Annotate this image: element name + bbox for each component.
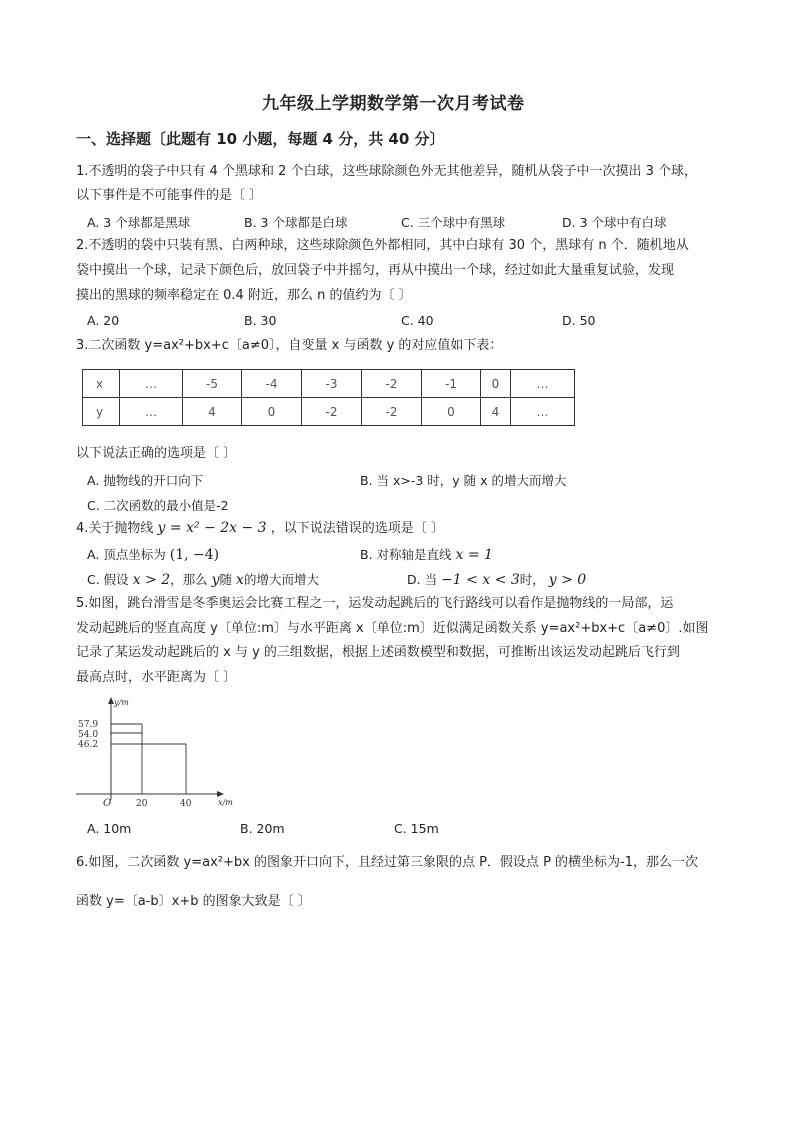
q5-graph	[76, 694, 242, 812]
q4-parabola-formula: y = x² − 2x − 3	[157, 520, 267, 536]
table-cell: -1	[422, 370, 481, 398]
q1-stem-line-1: 1.不透明的袋子中只有 4 个黑球和 2 个白球，这些球除颜色外无其他差异，随机从袋子中一次摸出 3 个球，	[76, 164, 698, 179]
table-cell: …	[511, 370, 575, 398]
section-heading: 一、选择题〔此题有 10 小题，每题 4 分，共 40 分〕	[76, 130, 445, 148]
q4-option-d-math-1: −1 < x < 3	[441, 572, 520, 588]
x-axis-arrow	[217, 791, 224, 797]
q1-stem-line-2: 以下事件是不可能事件的是〔 〕	[76, 188, 263, 203]
q5-option-a: A. 10m	[87, 821, 132, 836]
q6-stem-line-1: 6.如图，二次函数 y=ax²+bx 的图象开口向下，且经过第三象限的点 P．假设点 P 的横坐标为-1，那么一次	[76, 855, 699, 870]
q2-option-b: B. 30	[244, 313, 277, 328]
y-axis-label: y/m	[114, 698, 129, 707]
q5-stem-line-4: 最高点时，水平距离为〔 〕	[76, 670, 237, 685]
table-cell: 0	[242, 398, 302, 426]
table-cell: 4	[481, 398, 511, 426]
table-cell: -2	[362, 370, 422, 398]
table-row-x	[83, 370, 575, 398]
table-cell: 0	[422, 398, 481, 426]
q4-option-c-text-2: ，那么	[170, 572, 208, 587]
table-cell: y	[83, 398, 120, 426]
q4-option-c-text-4: 的增大而增大	[243, 572, 319, 587]
q2-stem-line-2: 袋中摸出一个球，记录下颜色后，放回袋子中并摇匀，再从中摸出一个球，经过如此大量重复试验，发现	[76, 263, 675, 278]
q3-stem: 3.二次函数 y=ax²+bx+c〔a≠0〕，自变量 x 与函数 y 的对应值如下表：	[76, 338, 503, 353]
table-cell: -2	[302, 398, 362, 426]
q2-stem-line-1: 2.不透明的袋中只装有黑、白两种球，这些球除颜色外都相同，其中白球有 30 个，黑球有 n 个．随机地从	[76, 238, 689, 253]
q3-option-c: C. 二次函数的最小值是-2	[87, 498, 229, 513]
q5-option-c: C. 15m	[394, 821, 439, 836]
q4-option-c-math-2: y	[211, 572, 220, 588]
q2-option-c: C. 40	[401, 313, 434, 328]
q4-option-c-text-3: 随	[219, 572, 233, 587]
q4-option-d-math-2: y > 0	[548, 572, 587, 588]
x-tick-20: 20	[136, 799, 148, 809]
q4-option-b-math: x = 1	[455, 547, 493, 563]
q5-stem-line-3: 记录了某运发动起跳后的 x 与 y 的三组数据，根据上述函数模型和数据，可推断出该运发动起跳后飞行到	[76, 645, 680, 660]
q4-option-d-text-1: D. 当	[407, 572, 438, 587]
q3-option-a: A. 抛物线的开口向下	[87, 473, 204, 488]
q4-option-c-math-1: x > 2	[132, 572, 171, 588]
q4-option-d	[407, 570, 586, 588]
q6-stem-line-2: 函数 y=〔a-b〕x+b 的图象大致是〔 〕	[76, 894, 311, 909]
y-tick-57-9: 57.9	[78, 720, 99, 730]
table-cell: …	[120, 370, 183, 398]
table-row-y	[83, 398, 575, 426]
q3-prompt: 以下说法正确的选项是〔 〕	[76, 446, 237, 461]
table-cell: -4	[242, 370, 302, 398]
q5-stem-line-2: 发动起跳后的竖直高度 y〔单位:m〕与水平距离 x〔单位:m〕近似满足函数关系 y=ax²+bx+c〔a≠0〕.如图	[76, 621, 709, 636]
table-cell: -2	[362, 398, 422, 426]
table-cell: 4	[183, 398, 242, 426]
q2-option-a: A. 20	[87, 313, 120, 328]
q4-option-b-text: B. 对称轴是直线	[360, 547, 452, 562]
x-tick-40: 40	[180, 799, 192, 809]
q4-option-c-math-3: x	[236, 572, 244, 588]
q1-option-c: C. 三个球中有黑球	[401, 215, 506, 230]
q1-option-b: B. 3 个球都是白球	[244, 215, 348, 230]
q4-stem-suffix: ，以下说法错误的选项是〔 〕	[270, 521, 444, 536]
q4-option-a-text: A. 顶点坐标为	[87, 547, 166, 562]
table-cell: -3	[302, 370, 362, 398]
q4-stem-prefix: 4.关于抛物线	[76, 521, 154, 536]
table-cell: x	[83, 370, 120, 398]
q2-option-d: D. 50	[562, 313, 596, 328]
table-cell: 0	[481, 370, 511, 398]
q4-option-c	[87, 570, 319, 588]
q4-option-b	[360, 545, 493, 563]
q5-stem-line-1: 5.如图，跳台滑雪是冬季奥运会比赛工程之一，运发动起跳后的飞行路线可以看作是抛物线的一局部，运	[76, 596, 674, 611]
exam-title: 九年级上学期数学第一次月考试卷	[262, 94, 525, 114]
q4-option-c-text-1: C. 假设	[87, 572, 129, 587]
q2-stem-line-3: 摸出的黑球的频率稳定在 0.4 附近，那么 n 的值约为〔 〕	[76, 288, 412, 303]
q4-stem	[76, 520, 444, 537]
q4-option-a	[87, 545, 219, 563]
table-cell: …	[120, 398, 183, 426]
q1-option-a: A. 3 个球都是黑球	[87, 215, 191, 230]
q3-option-b: B. 当 x>-3 时，y 随 x 的增大而增大	[360, 473, 567, 488]
origin-label: O	[103, 798, 112, 809]
q5-option-b: B. 20m	[240, 821, 285, 836]
q4-option-a-math: (1, −4)	[169, 547, 220, 563]
q1-option-d: D. 3 个球中有白球	[562, 215, 667, 230]
y-tick-54-0: 54.0	[78, 730, 99, 740]
q3-value-table	[82, 369, 575, 426]
y-tick-46-2: 46.2	[78, 740, 99, 750]
table-cell: …	[511, 398, 575, 426]
table-cell: -5	[183, 370, 242, 398]
x-axis-label: x/m	[218, 798, 233, 807]
q4-option-d-text-2: 时，	[519, 572, 545, 587]
